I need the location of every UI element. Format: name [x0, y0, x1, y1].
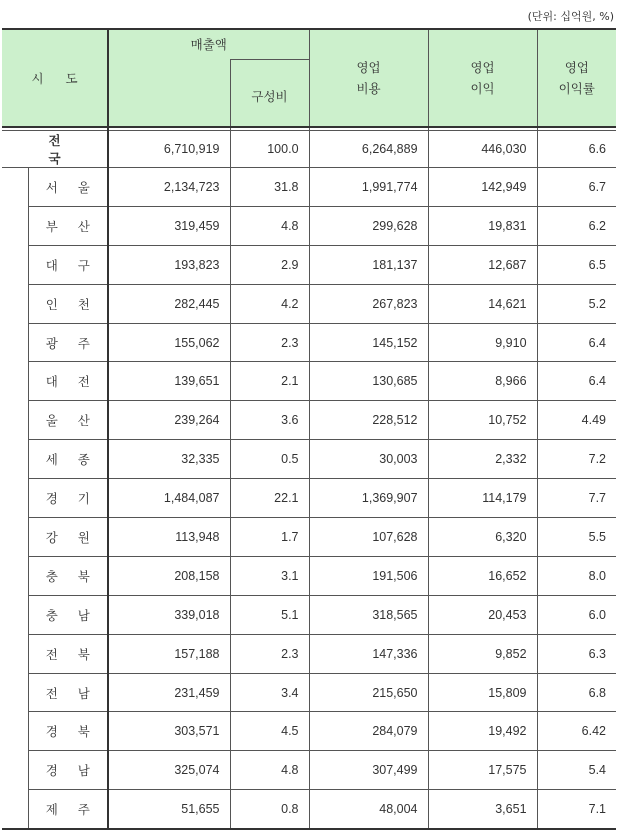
row-op-margin: 5.2	[537, 284, 616, 323]
table-row	[2, 440, 616, 479]
row-composition: 4.8	[230, 206, 309, 245]
row-op-margin: 6.42	[537, 712, 616, 751]
row-op-cost: 181,137	[309, 245, 428, 284]
table-row	[2, 206, 616, 245]
row-indent	[2, 362, 28, 401]
header-op-profit-line2: 이익	[470, 81, 495, 96]
row-op-profit: 16,652	[428, 556, 537, 595]
header-op-margin	[537, 29, 616, 127]
row-sales: 208,158	[108, 556, 230, 595]
table-row	[2, 479, 616, 518]
row-op-margin: 6.0	[537, 595, 616, 634]
row-op-margin: 6.5	[537, 245, 616, 284]
row-op-profit: 19,492	[428, 712, 537, 751]
row-sales: 1,484,087	[108, 479, 230, 518]
row-indent	[2, 712, 28, 751]
row-indent	[2, 284, 28, 323]
row-region: 대 전	[28, 362, 108, 401]
row-op-cost: 215,650	[309, 673, 428, 712]
header-op-cost-line1: 영업	[356, 60, 381, 75]
row-composition: 2.3	[230, 323, 309, 362]
row-composition: 31.8	[230, 168, 309, 207]
row-op-profit: 8,966	[428, 362, 537, 401]
row-op-profit: 142,949	[428, 168, 537, 207]
row-op-margin: 6.8	[537, 673, 616, 712]
row-composition: 0.8	[230, 790, 309, 829]
row-composition: 100.0	[230, 131, 309, 168]
row-composition: 1.7	[230, 518, 309, 557]
row-region: 세 종	[28, 440, 108, 479]
table-row	[2, 245, 616, 284]
row-region: 경 기	[28, 479, 108, 518]
row-op-cost: 299,628	[309, 206, 428, 245]
row-op-profit: 14,621	[428, 284, 537, 323]
table-row	[2, 284, 616, 323]
row-op-profit: 3,651	[428, 790, 537, 829]
row-sales: 32,335	[108, 440, 230, 479]
row-op-margin: 6.7	[537, 168, 616, 207]
row-indent	[2, 518, 28, 557]
row-op-profit: 9,852	[428, 634, 537, 673]
header-sales-label: 매출액	[190, 37, 227, 52]
row-composition: 3.1	[230, 556, 309, 595]
row-sales: 2,134,723	[108, 168, 230, 207]
table-row-total	[2, 131, 616, 168]
row-op-cost: 1,991,774	[309, 168, 428, 207]
row-indent	[2, 168, 28, 207]
row-op-cost: 130,685	[309, 362, 428, 401]
table-row	[2, 518, 616, 557]
row-indent	[2, 323, 28, 362]
row-region: 충 북	[28, 556, 108, 595]
table-row	[2, 556, 616, 595]
regional-sales-table	[2, 28, 616, 830]
row-op-margin: 6.3	[537, 634, 616, 673]
table-row	[2, 168, 616, 207]
row-op-profit: 20,453	[428, 595, 537, 634]
row-op-cost: 267,823	[309, 284, 428, 323]
header-op-cost	[309, 29, 428, 127]
row-indent	[2, 595, 28, 634]
row-op-profit: 19,831	[428, 206, 537, 245]
header-sales	[108, 29, 309, 60]
row-sales: 303,571	[108, 712, 230, 751]
row-indent	[2, 556, 28, 595]
row-op-margin: 5.4	[537, 751, 616, 790]
row-composition: 3.4	[230, 673, 309, 712]
row-op-cost: 48,004	[309, 790, 428, 829]
row-op-profit: 12,687	[428, 245, 537, 284]
row-sales: 231,459	[108, 673, 230, 712]
row-op-profit: 446,030	[428, 131, 537, 168]
row-composition: 3.6	[230, 401, 309, 440]
row-region: 충 남	[28, 595, 108, 634]
row-region: 대 구	[28, 245, 108, 284]
row-composition: 5.1	[230, 595, 309, 634]
row-sales: 319,459	[108, 206, 230, 245]
row-op-margin: 6.2	[537, 206, 616, 245]
header-region: 시 도	[2, 29, 108, 127]
row-indent	[2, 673, 28, 712]
row-op-profit: 15,809	[428, 673, 537, 712]
row-indent	[2, 790, 28, 829]
row-sales: 113,948	[108, 518, 230, 557]
row-indent	[2, 401, 28, 440]
row-sales: 6,710,919	[108, 131, 230, 168]
table-header	[2, 29, 616, 127]
row-region: 인 천	[28, 284, 108, 323]
row-region: 강 원	[28, 518, 108, 557]
row-op-cost: 107,628	[309, 518, 428, 557]
row-indent	[2, 479, 28, 518]
row-region: 제 주	[28, 790, 108, 829]
row-sales: 51,655	[108, 790, 230, 829]
row-composition: 22.1	[230, 479, 309, 518]
row-sales: 282,445	[108, 284, 230, 323]
row-op-margin: 6.6	[537, 131, 616, 168]
header-sales-blank	[108, 60, 230, 128]
table-row	[2, 323, 616, 362]
row-region: 전 북	[28, 634, 108, 673]
row-op-margin: 6.4	[537, 323, 616, 362]
row-op-margin: 7.7	[537, 479, 616, 518]
row-op-cost: 318,565	[309, 595, 428, 634]
row-op-margin: 8.0	[537, 556, 616, 595]
header-op-profit-line1: 영업	[470, 60, 495, 75]
row-op-cost: 284,079	[309, 712, 428, 751]
row-op-cost: 191,506	[309, 556, 428, 595]
row-region: 서 울	[28, 168, 108, 207]
row-sales: 155,062	[108, 323, 230, 362]
table-row	[2, 401, 616, 440]
row-indent	[2, 751, 28, 790]
row-op-profit: 6,320	[428, 518, 537, 557]
row-op-margin: 7.2	[537, 440, 616, 479]
row-region: 광 주	[28, 323, 108, 362]
row-op-margin: 5.5	[537, 518, 616, 557]
unit-note: (단위: 십억원, %)	[527, 10, 614, 23]
row-sales: 139,651	[108, 362, 230, 401]
row-region: 부 산	[28, 206, 108, 245]
row-sales: 239,264	[108, 401, 230, 440]
table-row	[2, 634, 616, 673]
table-body	[2, 127, 616, 829]
row-op-cost: 30,003	[309, 440, 428, 479]
row-op-profit: 10,752	[428, 401, 537, 440]
header-op-margin-line1: 영업	[564, 60, 589, 75]
row-indent	[2, 634, 28, 673]
row-indent	[2, 245, 28, 284]
row-composition: 4.2	[230, 284, 309, 323]
row-composition: 2.1	[230, 362, 309, 401]
row-composition: 0.5	[230, 440, 309, 479]
row-op-margin: 4.49	[537, 401, 616, 440]
row-op-margin: 6.4	[537, 362, 616, 401]
row-region: 경 남	[28, 751, 108, 790]
table-row	[2, 751, 616, 790]
table-row	[2, 362, 616, 401]
table-row	[2, 595, 616, 634]
row-op-profit: 17,575	[428, 751, 537, 790]
row-sales: 157,188	[108, 634, 230, 673]
row-sales: 193,823	[108, 245, 230, 284]
header-op-profit	[428, 29, 537, 127]
row-region: 전 남	[28, 673, 108, 712]
row-indent	[2, 206, 28, 245]
table-row	[2, 712, 616, 751]
row-op-cost: 307,499	[309, 751, 428, 790]
table-row	[2, 790, 616, 829]
row-op-profit: 114,179	[428, 479, 537, 518]
header-op-margin-line2: 이익률	[558, 81, 595, 96]
header-composition: 구성비	[230, 60, 309, 128]
row-composition: 4.5	[230, 712, 309, 751]
row-indent	[2, 440, 28, 479]
table-row	[2, 673, 616, 712]
row-op-cost: 228,512	[309, 401, 428, 440]
row-op-cost: 1,369,907	[309, 479, 428, 518]
row-op-profit: 9,910	[428, 323, 537, 362]
row-region: 경 북	[28, 712, 108, 751]
row-op-margin: 7.1	[537, 790, 616, 829]
row-region: 전 국	[2, 131, 108, 168]
row-composition: 4.8	[230, 751, 309, 790]
row-region: 울 산	[28, 401, 108, 440]
row-op-cost: 147,336	[309, 634, 428, 673]
row-sales: 339,018	[108, 595, 230, 634]
row-composition: 2.9	[230, 245, 309, 284]
row-sales: 325,074	[108, 751, 230, 790]
header-op-cost-line2: 비용	[356, 81, 381, 96]
row-op-cost: 145,152	[309, 323, 428, 362]
row-composition: 2.3	[230, 634, 309, 673]
row-op-profit: 2,332	[428, 440, 537, 479]
row-op-cost: 6,264,889	[309, 131, 428, 168]
